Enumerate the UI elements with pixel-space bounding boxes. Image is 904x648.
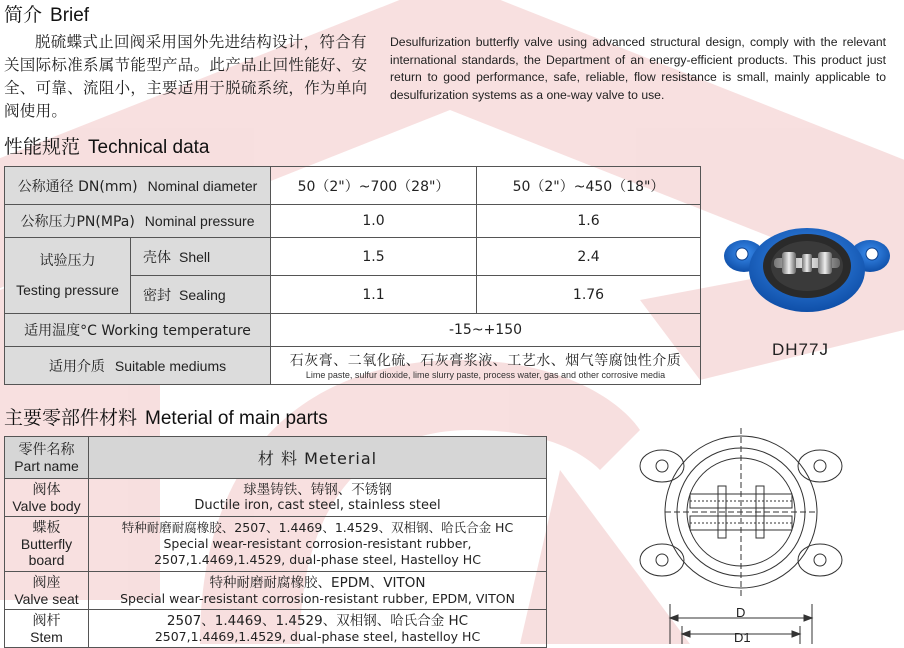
row-nominal-diameter [5, 167, 701, 205]
valve-technical-drawing [630, 420, 904, 644]
parts-row-valve-seat [5, 572, 547, 610]
part-name-header-en: Part name [14, 457, 79, 474]
temperature-value: -15~+150 [271, 314, 701, 347]
medium-value-cn: 石灰膏、二氧化硫、石灰膏浆液、工艺水、烟气等腐蚀性介质 [289, 352, 682, 369]
part-material-cn: 特种耐磨耐腐橡胶、2507、1.4469、1.4529、双相钢、哈氏合金 HC [121, 520, 514, 535]
shell-label [131, 238, 271, 276]
nominal-pressure-v1: 1.0 [271, 205, 477, 238]
part-name-cn: 阀杆 [32, 612, 61, 629]
brief-text-en: Desulfurization butterfly valve using advanced structural design, comply with the relevant international standards, the Department of an energy-efficient products. This product just return to good performance, safe, reliable, flow resistance is small, mainly applicable to desulfurization systems as a one-way valve to use. [390, 35, 886, 102]
part-name [5, 572, 89, 610]
material-header: 材 料 Meterial [89, 437, 547, 479]
sealing-label-cn: 密封 [143, 287, 171, 304]
shell-v1: 1.5 [271, 238, 477, 276]
part-name-cn: 蝶板 [32, 520, 61, 536]
nominal-pressure-label-cn: 公称压力PN(MPa) [20, 214, 135, 230]
part-name-en: Valve seat [14, 590, 79, 607]
part-material [89, 572, 547, 610]
part-material-en-2: 2507,1.4469,1.4529, dual-phase steel, Hastelloy HC [154, 552, 481, 567]
part-material [89, 610, 547, 648]
parts-heading [4, 403, 328, 430]
part-material [89, 479, 547, 517]
product-model-label: DH77J [772, 340, 829, 359]
parts-table [4, 436, 547, 648]
nominal-pressure-v2: 1.6 [477, 205, 701, 238]
brief-title-en: Brief [50, 5, 90, 26]
parts-row-valve-body [5, 479, 547, 517]
sealing-label [131, 276, 271, 314]
part-name-header [5, 437, 89, 479]
dimension-d-label: D [736, 605, 746, 620]
part-name [5, 610, 89, 648]
brief-heading [4, 0, 89, 27]
testing-pressure-label [5, 238, 131, 314]
testing-pressure-label-cn: 试验压力 [39, 252, 96, 269]
technical-title-en: Technical data [88, 137, 210, 158]
testing-pressure-label-en: Testing pressure [16, 281, 119, 298]
part-material-en: 2507,1.4469,1.4529, dual-phase steel, hastelloy HC [154, 628, 481, 644]
brief-text-cn [4, 31, 376, 123]
shell-label-cn: 壳体 [143, 249, 171, 266]
part-name-en: Valve body [12, 497, 81, 514]
dimension-d1-label: D1 [734, 630, 751, 645]
part-name-en: Butterfly [20, 536, 73, 552]
nominal-diameter-v1: 50（2"）~700（28"） [271, 167, 477, 205]
part-material-en: Special wear-resistant corrosion-resistant rubber, [163, 536, 472, 551]
technical-table [4, 166, 701, 385]
row-temperature [5, 314, 701, 347]
parts-header-row [5, 437, 547, 479]
valve-product-image [722, 222, 892, 322]
technical-heading [4, 132, 209, 159]
parts-title-cn: 主要零部件材料 [4, 407, 138, 429]
temperature-label: 适用温度°C Working temperature [5, 314, 271, 347]
part-material-en: Special wear-resistant corrosion-resistant rubber, EPDM, VITON [120, 590, 515, 606]
nominal-diameter-label-en: Nominal diameter [147, 177, 258, 194]
nominal-pressure-label [5, 205, 271, 238]
nominal-pressure-label-en: Nominal pressure [144, 213, 255, 229]
medium-label-cn: 适用介质 [48, 358, 105, 375]
row-shell [5, 238, 701, 276]
sealing-v1: 1.1 [271, 276, 477, 314]
part-name-cn: 阀体 [32, 481, 61, 498]
part-name [5, 479, 89, 517]
sealing-label-en: Sealing [179, 286, 226, 303]
brief-title-cn: 简介 [4, 4, 43, 26]
sealing-v2: 1.76 [477, 276, 701, 314]
medium-value-en: Lime paste, sulfur dioxide, lime slurry paste, process water, gas and other corrosive media [305, 369, 666, 380]
parts-row-butterfly-board [5, 517, 547, 572]
part-material-cn: 特种耐磨耐腐橡胶、EPDM、VITON [209, 574, 426, 591]
part-name-cn: 阀座 [32, 574, 61, 591]
parts-row-stem [5, 610, 547, 648]
shell-label-en: Shell [179, 248, 211, 265]
part-material [89, 517, 547, 572]
parts-title-en: Meterial of main parts [145, 408, 328, 429]
row-medium [5, 347, 701, 385]
medium-value [271, 347, 701, 385]
part-name-en: Stem [30, 628, 63, 645]
nominal-diameter-label [5, 167, 271, 205]
shell-v2: 2.4 [477, 238, 701, 276]
part-name [5, 517, 89, 572]
nominal-diameter-label-cn: 公称通径 DN(mm) [17, 178, 138, 195]
technical-title-cn: 性能规范 [4, 136, 81, 158]
part-name-en-2: board [28, 552, 65, 568]
nominal-diameter-v2: 50（2"）~450（18"） [477, 167, 701, 205]
row-nominal-pressure [5, 205, 701, 238]
medium-label-en: Suitable mediums [114, 357, 227, 374]
part-material-cn: 球墨铸铁、铸钢、不锈钢 [243, 481, 392, 498]
part-material-en: Ductile iron, cast steel, stainless steel [194, 497, 441, 513]
medium-label [5, 347, 271, 385]
brief-paragraph-cn: 脱硫蝶式止回阀采用国外先进结构设计，符合有关国际标准系属节能型产品。此产品止回性能好、安全、可靠、流阻小，主要适用于脱硫系统，作为单向阀使用。 [4, 33, 368, 120]
part-material-cn: 2507、1.4469、1.4529、双相钢、哈氏合金 HC [166, 612, 469, 629]
part-name-header-cn: 零件名称 [18, 441, 75, 458]
